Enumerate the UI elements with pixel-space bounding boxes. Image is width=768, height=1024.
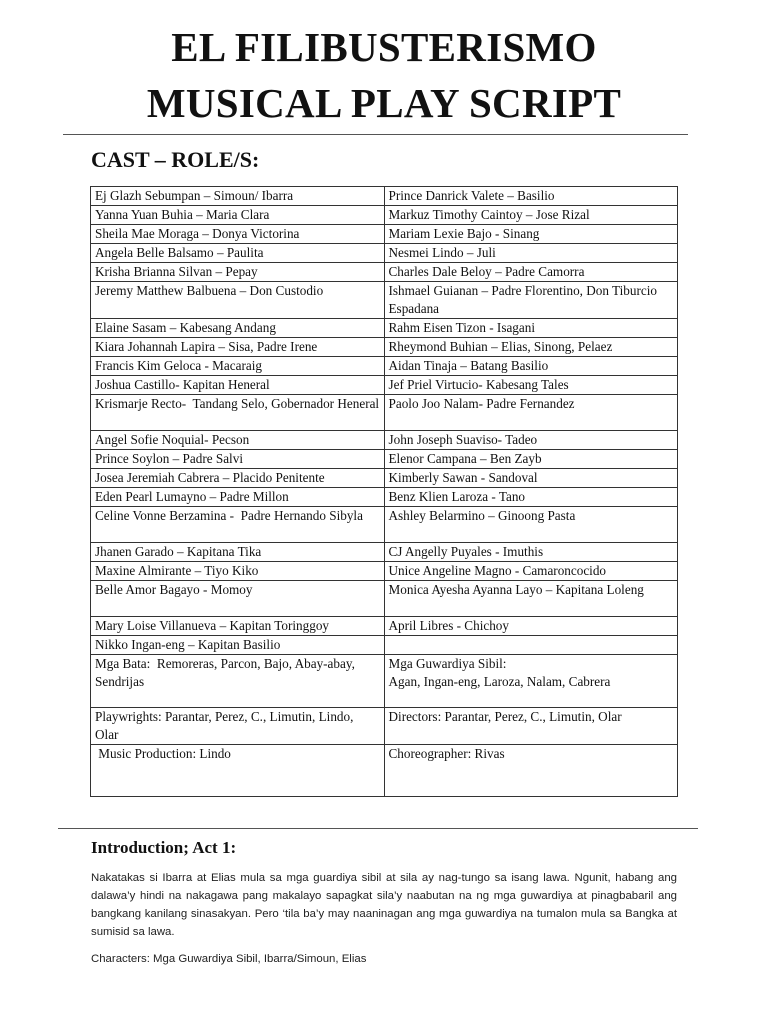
cast-cell-right: Charles Dale Beloy – Padre Camorra [384,263,678,282]
cast-table [90,186,678,797]
cast-row [91,206,678,225]
cast-row [91,581,678,617]
cast-cell-left: Jeremy Matthew Balbuena – Don Custodio [91,282,385,319]
cast-cell-right: John Joseph Suaviso- Tadeo [384,431,678,450]
cast-row [91,225,678,244]
cast-cell-right: Kimberly Sawan - Sandoval [384,469,678,488]
cast-cell-right: CJ Angelly Puyales - Imuthis [384,543,678,562]
cast-cell-right: Unice Angeline Magno - Camaroncocido [384,562,678,581]
cast-cell-right [384,636,678,655]
cast-row [91,431,678,450]
divider-top [63,134,688,135]
cast-row [91,636,678,655]
cast-row [91,745,678,797]
cast-cell-left: Francis Kim Geloca - Macaraig [91,357,385,376]
cast-cell-left: Elaine Sasam – Kabesang Andang [91,319,385,338]
cast-cell-right: Choreographer: Rivas [384,745,678,797]
cast-row [91,708,678,745]
cast-row [91,655,678,708]
cast-heading: CAST – ROLE/S: [91,147,260,172]
cast-row [91,395,678,431]
cast-cell-left: Belle Amor Bagayo - Momoy [91,581,385,617]
cast-cell-right: Mga Guwardiya Sibil: Agan, Ingan-eng, Laroza, Nalam, Cabrera [384,655,678,708]
cast-cell-left: Eden Pearl Lumayno – Padre Millon [91,488,385,507]
cast-cell-right: Ishmael Guianan – Padre Florentino, Don Tiburcio Espadana [384,282,678,319]
cast-cell-right: Ashley Belarmino – Ginoong Pasta [384,507,678,543]
cast-cell-left: Music Production: Lindo [91,745,385,797]
cast-row [91,187,678,206]
cast-cell-left: Maxine Almirante – Tiyo Kiko [91,562,385,581]
cast-cell-left: Prince Soylon – Padre Salvi [91,450,385,469]
cast-cell-left: Krisha Brianna Silvan – Pepay [91,263,385,282]
cast-cell-right: Paolo Joo Nalam- Padre Fernandez [384,395,678,431]
cast-cell-right: Benz Klien Laroza - Tano [384,488,678,507]
cast-cell-left: Angela Belle Balsamo – Paulita [91,244,385,263]
cast-row [91,376,678,395]
cast-row [91,469,678,488]
cast-cell-left: Kiara Johannah Lapira – Sisa, Padre Irene [91,338,385,357]
cast-row [91,507,678,543]
cast-cell-left: Angel Sofie Noquial- Pecson [91,431,385,450]
cast-cell-left: Yanna Yuan Buhia – Maria Clara [91,206,385,225]
cast-cell-right: April Libres - Chichoy [384,617,678,636]
cast-cell-right: Rahm Eisen Tizon - Isagani [384,319,678,338]
cast-row [91,357,678,376]
cast-row [91,282,678,319]
cast-cell-left: Jhanen Garado – Kapitana Tika [91,543,385,562]
cast-row [91,450,678,469]
cast-row [91,263,678,282]
cast-cell-left: Ej Glazh Sebumpan – Simoun/ Ibarra [91,187,385,206]
title-line-2: MUSICAL PLAY SCRIPT [146,80,622,126]
cast-table-body [91,187,678,797]
cast-cell-right: Nesmei Lindo – Juli [384,244,678,263]
cast-cell-right: Rheymond Buhian – Elias, Sinong, Pelaez [384,338,678,357]
cast-cell-right: Directors: Parantar, Perez, C., Limutin, Olar [384,708,678,745]
cast-cell-left: Josea Jeremiah Cabrera – Placido Penitente [91,469,385,488]
cast-row [91,562,678,581]
cast-row [91,338,678,357]
cast-cell-left: Nikko Ingan-eng – Kapitan Basilio [91,636,385,655]
cast-cell-right: Mariam Lexie Bajo - Sinang [384,225,678,244]
cast-cell-left: Celine Vonne Berzamina - Padre Hernando Sibyla [91,507,385,543]
cast-cell-left: Playwrights: Parantar, Perez, C., Limutin, Lindo, Olar [91,708,385,745]
cast-cell-right: Aidan Tinaja – Batang Basilio [384,357,678,376]
cast-cell-left: Mga Bata: Remoreras, Parcon, Bajo, Abay-abay, Sendrijas [91,655,385,708]
intro-heading: Introduction; Act 1: [91,838,237,857]
cast-cell-left: Krismarje Recto- Tandang Selo, Gobernador Heneral [91,395,385,431]
cast-row [91,319,678,338]
cast-cell-right: Prince Danrick Valete – Basilio [384,187,678,206]
title-line-1: EL FILIBUSTERISMO [171,24,597,70]
cast-cell-left: Mary Loise Villanueva – Kapitan Toringgoy [91,617,385,636]
cast-cell-right: Markuz Timothy Caintoy – Jose Rizal [384,206,678,225]
cast-cell-right: Elenor Campana – Ben Zayb [384,450,678,469]
cast-row [91,488,678,507]
cast-cell-left: Joshua Castillo- Kapitan Heneral [91,376,385,395]
intro-paragraph: Nakatakas si Ibarra at Elias mula sa mga guardiya sibil at sila ay nag-tungo sa isang lawa. Ngunit, habang ang dalawa’y hindi na nakagawa pang makalayo sapagkat sila’y naabutan na ng mga guwardiya at pinagbabaril ang bangkang kanilang sinasakyan. Pero ‘tila ba’y may naaninagan ang mga guwardiya na tumalon mula sa Bangka at sumisid sa lawa. [91,872,677,938]
cast-cell-left: Sheila Mae Moraga – Donya Victorina [91,225,385,244]
cast-row [91,543,678,562]
divider-bottom [58,828,698,829]
cast-row [91,244,678,263]
cast-row [91,617,678,636]
cast-cell-right: Monica Ayesha Ayanna Layo – Kapitana Loleng [384,581,678,617]
characters-line: Characters: Mga Guwardiya Sibil, Ibarra/Simoun, Elias [91,953,367,965]
cast-cell-right: Jef Priel Virtucio- Kabesang Tales [384,376,678,395]
